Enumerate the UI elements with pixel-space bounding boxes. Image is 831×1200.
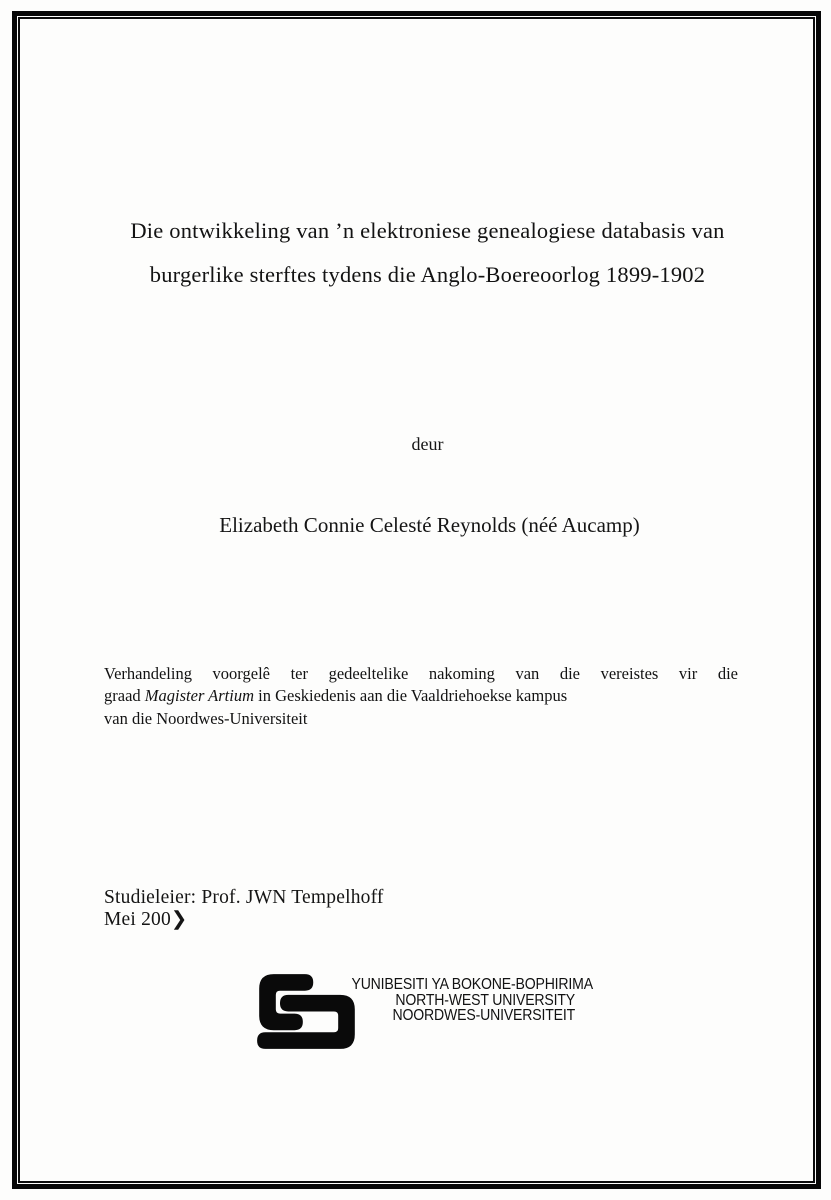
thesis-title-line2: burgerlike sterftes tydens die Anglo-Boereoorlog 1899-1902 (149, 262, 706, 287)
supervisor-block (104, 887, 384, 931)
statement-line2-post: in Geskiedenis aan die Vaaldriehoekse kampus (254, 686, 568, 706)
statement-line2-pre: graad (104, 686, 145, 706)
supervisor-line: Studieleier: Prof. JWN Tempelhoff (104, 887, 384, 908)
statement-line1: Verhandeling voorgelê ter gedeeltelike nakoming van die vereistes vir die (104, 664, 738, 683)
logo-text-line1: YUNIBESITI YA BOKONE-BOPHIRIMA (351, 976, 593, 993)
author-name: Elizabeth Connie Celesté Reynolds (néé Aucamp) (219, 513, 640, 537)
date-line: Mei 200❯ (104, 909, 188, 930)
university-logo-text (351, 976, 593, 1025)
byline-label: deur (411, 434, 444, 454)
thesis-title-line1: Die ontwikkeling van ’n elektroniese genealogiese databasis van (130, 218, 725, 243)
statement-line2 (104, 685, 738, 707)
degree-name-italic: Magister Artium (144, 686, 255, 706)
university-logo (255, 972, 593, 1054)
statement-line3: van die Noordwes-Universiteit (104, 708, 308, 728)
logo-text-line2: NORTH-WEST UNIVERSITY (395, 991, 575, 1009)
thesis-title (24, 209, 831, 297)
submission-statement (104, 663, 738, 730)
nwu-logo-icon (255, 972, 359, 1051)
logo-text-line3: NOORDWES-UNIVERSITEIT (392, 1007, 575, 1025)
